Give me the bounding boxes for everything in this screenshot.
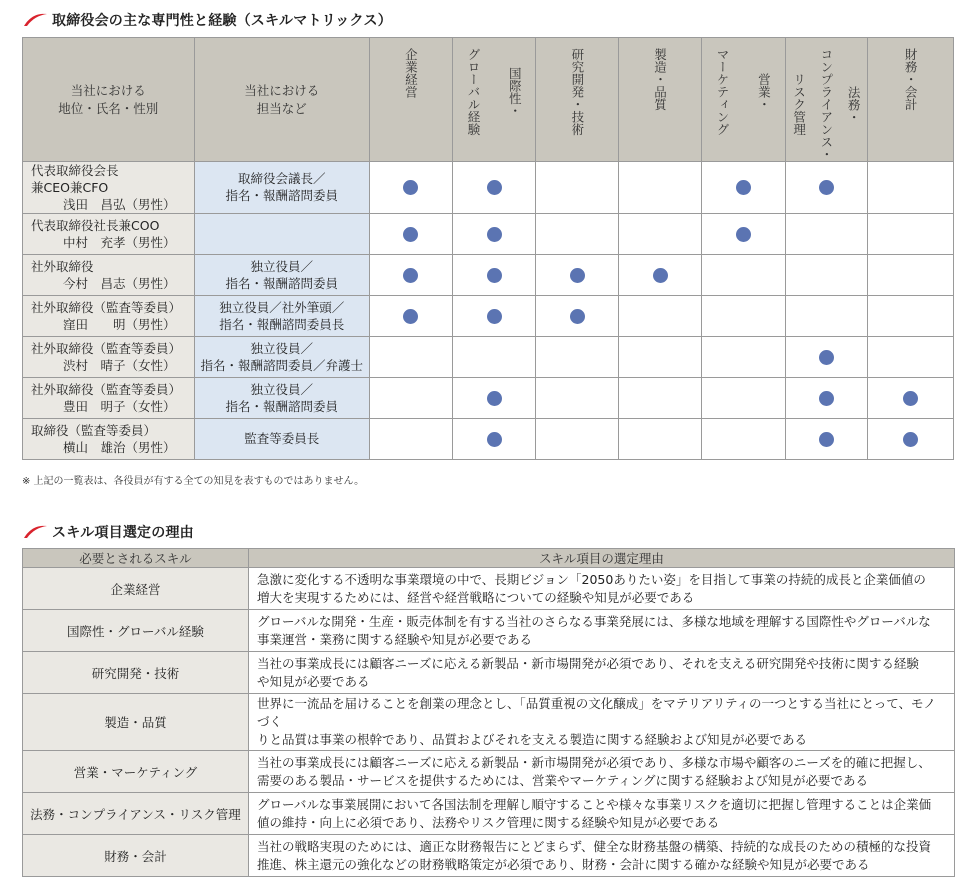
director-position-name [23, 295, 195, 336]
header-skill-text: リスク管理 [791, 73, 807, 136]
reason-skill-name: 研究開発・技術 [23, 652, 249, 694]
director-name: 今村 昌志（男性） [63, 275, 176, 291]
skill-cell [452, 295, 536, 336]
skill-cell [619, 336, 702, 377]
skill-cell [785, 213, 868, 254]
skill-cell [868, 377, 954, 418]
director-row [23, 418, 954, 459]
director-position-name [23, 213, 195, 254]
skill-mark-dot-icon [487, 432, 502, 447]
director-position-name [23, 161, 195, 213]
skill-cell [536, 213, 619, 254]
director-position-name [23, 336, 195, 377]
reason-text [249, 835, 955, 877]
header-skill-text: グローバル経験 [465, 48, 481, 136]
header-skill-5 [701, 38, 785, 162]
reason-row [23, 568, 955, 610]
red-swoosh-icon [22, 524, 48, 540]
director-position: 社外取締役（監査等委員） [31, 381, 182, 397]
reason-row [23, 835, 955, 877]
skill-cell [536, 295, 619, 336]
skill-cell [619, 161, 702, 213]
header-skill-text: 営業・ [756, 73, 772, 111]
skill-cell [701, 418, 785, 459]
reason-skill-name: 企業経営 [23, 568, 249, 610]
director-position: 代表取締役会長 [31, 162, 119, 178]
skill-mark-dot-icon [487, 227, 502, 242]
role-line: 指名・報酬諮問委員 [225, 188, 339, 203]
director-row [23, 336, 954, 377]
reason-line: や知見が必要である [257, 673, 370, 689]
section-title-skill-reasons [22, 521, 194, 543]
skill-cell [452, 254, 536, 295]
role-line: 指名・報酬諮問委員／弁護士 [200, 357, 364, 373]
director-role [194, 336, 370, 377]
skill-cell [785, 254, 868, 295]
skill-mark-dot-icon [403, 268, 418, 283]
skill-mark-dot-icon [819, 391, 834, 406]
header-skill-text: 財務・会計 [903, 48, 919, 111]
header-selection-reason: スキル項目の選定理由 [249, 549, 955, 568]
reason-line: 増大を実現するためには、経営や経営戦略についての経験や知見が必要である [257, 589, 695, 605]
director-position-name [23, 254, 195, 295]
skill-cell [370, 336, 453, 377]
director-row [23, 377, 954, 418]
header-skill-text: 国際性・ [507, 66, 523, 117]
reason-line: 推進、株主還元の強化などの財務戦略策定が必須であり、財務・会計に関する確かな経験や知見が必要である [257, 856, 870, 872]
skill-cell [868, 336, 954, 377]
header-required-skill: 必要とされるスキル [23, 549, 249, 568]
skill-cell [619, 213, 702, 254]
skill-cell [785, 295, 868, 336]
director-row [23, 254, 954, 295]
header-skill-text: 企業経営 [403, 48, 419, 98]
header-line: 地位・氏名・性別 [58, 101, 159, 117]
skill-cell [785, 336, 868, 377]
skill-mark-dot-icon [403, 180, 418, 195]
reason-line: グローバルな開発・生産・販売体制を有する当社のさらなる事業発展には、多様な地域を理解する国際性やグローバルな [257, 613, 931, 629]
header-skill-text: 研究開発・技術 [569, 48, 585, 136]
skill-cell [536, 418, 619, 459]
skill-cell [619, 418, 702, 459]
role-line: 独立役員／ [250, 258, 314, 274]
director-name: 窪田 明（男性） [63, 316, 176, 332]
skill-cell [701, 336, 785, 377]
role-line: 指名・報酬諮問委員 [225, 398, 339, 414]
director-role [194, 377, 370, 418]
matrix-header-row [23, 38, 954, 162]
skill-cell [452, 161, 536, 213]
skill-cell [868, 254, 954, 295]
reason-line: 需要のある製品・サービスを提供するためには、営業やマーケティングに関する経験および知見が必要である [257, 772, 869, 788]
role-line: 独立役員／ [250, 340, 314, 356]
header-skill-1 [370, 38, 453, 162]
skill-cell [536, 254, 619, 295]
reason-text [249, 652, 955, 694]
skill-mark-dot-icon [403, 309, 418, 324]
reason-text [249, 610, 955, 652]
skill-mark-dot-icon [819, 180, 834, 195]
reason-text [249, 694, 955, 751]
reason-text [249, 793, 955, 835]
reason-line: 事業運営・業務に関する経験や知見が必要である [257, 631, 533, 647]
skill-cell [370, 213, 453, 254]
director-row [23, 161, 954, 213]
skill-cell [452, 336, 536, 377]
director-role [194, 254, 370, 295]
reason-line: 当社の事業成長には顧客ニーズに応える新製品・新市場開発が必須であり、それを支える研究開発や技術に関する経験 [257, 655, 919, 671]
skill-cell [370, 161, 453, 213]
skill-cell [452, 418, 536, 459]
skill-mark-dot-icon [903, 432, 918, 447]
role-line: 指名・報酬諮問委員長 [219, 316, 345, 332]
skill-cell [370, 254, 453, 295]
skill-cell [868, 418, 954, 459]
skill-mark-dot-icon [487, 309, 502, 324]
reason-row [23, 610, 955, 652]
header-skill-text: 製造・品質 [652, 48, 668, 111]
header-skill-text: 法務・ [846, 85, 862, 123]
section-title-text: スキル項目選定の理由 [52, 525, 194, 541]
skill-cell [785, 161, 868, 213]
skill-cell [452, 213, 536, 254]
header-skill-3 [536, 38, 619, 162]
reason-row [23, 652, 955, 694]
skill-cell [701, 161, 785, 213]
skill-cell [536, 336, 619, 377]
skill-cell [619, 295, 702, 336]
reason-line: 世界に一流品を届けることを創業の理念とし、「品質重視の文化醸成」をマテリアリティの一つとする当社にとって、モノづく [257, 696, 936, 729]
skill-cell [370, 418, 453, 459]
skill-mark-dot-icon [819, 350, 834, 365]
director-position-name [23, 418, 195, 459]
reason-text [249, 568, 955, 610]
matrix-footnote: ※ 上記の一覧表は、各役員が有する全ての知見を表すものではありません。 [22, 476, 365, 487]
skill-cell [452, 377, 536, 418]
director-position: 代表取締役社長兼COO [31, 217, 160, 233]
header-skill-4 [619, 38, 702, 162]
skill-cell [701, 377, 785, 418]
skill-mark-dot-icon [736, 227, 751, 242]
red-swoosh-icon [22, 12, 48, 28]
director-position: 社外取締役 [31, 258, 94, 274]
skill-mark-dot-icon [903, 391, 918, 406]
director-position: 社外取締役（監査等委員） [31, 340, 182, 356]
director-name: 浅田 昌弘（男性） [63, 196, 176, 212]
director-position: 兼CEO兼CFO [31, 179, 109, 195]
skill-cell [868, 295, 954, 336]
director-position: 取締役（監査等委員） [31, 422, 157, 438]
reason-line: 値の維持・向上に必須であり、法務やリスク管理に関する経験や知見が必要である [257, 814, 720, 830]
reason-skill-name: 製造・品質 [23, 694, 249, 751]
reason-line: 当社の事業成長には顧客ニーズに応える新製品・新市場開発が必須であり、多様な市場や顧客のニーズを的確に把握し、 [257, 754, 931, 770]
director-role [194, 295, 370, 336]
reasons-header-row [23, 549, 955, 568]
skill-cell [701, 213, 785, 254]
director-role [194, 161, 370, 213]
section-title-text: 取締役会の主な専門性と経験（スキルマトリックス） [52, 13, 392, 29]
skill-mark-dot-icon [570, 268, 585, 283]
director-role [194, 213, 370, 254]
director-position-name [23, 377, 195, 418]
header-line: 当社における [70, 83, 146, 99]
skill-cell [701, 295, 785, 336]
reason-text [249, 751, 955, 793]
skill-cell [619, 254, 702, 295]
director-row [23, 213, 954, 254]
reason-skill-name: 財務・会計 [23, 835, 249, 877]
skill-cell [701, 254, 785, 295]
skill-mark-dot-icon [487, 268, 502, 283]
skill-mark-dot-icon [570, 309, 585, 324]
director-role [194, 418, 370, 459]
header-skill-2 [452, 38, 536, 162]
skill-reasons-table [22, 548, 955, 877]
skill-cell [868, 161, 954, 213]
skill-mark-dot-icon [487, 391, 502, 406]
director-name: 豊田 明子（女性） [63, 398, 176, 414]
reason-row [23, 751, 955, 793]
header-skill-text: コンプライアンス・ [818, 48, 834, 161]
skill-cell [370, 377, 453, 418]
skill-cell [536, 161, 619, 213]
reason-line: 当社の戦略実現のためには、適正な財務報告にとどまらず、健全な財務基盤の構築、持続的な成長のための積極的な投資 [257, 838, 932, 854]
director-name: 渋村 晴子（女性） [63, 357, 176, 373]
reason-line: 急激に変化する不透明な事業環境の中で、長期ビジョン「2050ありたい姿」を目指して事業の持続的成長と企業価値の [257, 571, 926, 587]
header-skill-6 [785, 38, 868, 162]
skill-mark-dot-icon [403, 227, 418, 242]
director-name: 中村 充孝（男性） [63, 234, 176, 250]
reason-skill-name: 法務・コンプライアンス・リスク管理 [23, 793, 249, 835]
role-line: 独立役員／社外筆頭／ [219, 299, 345, 315]
skill-matrix-table [22, 37, 954, 460]
skill-mark-dot-icon [736, 180, 751, 195]
role-line: 独立役員／ [250, 381, 314, 397]
skill-mark-dot-icon [487, 180, 502, 195]
reason-line: りと品質は事業の根幹であり、品質およびそれを支える製造に関する経験および知見が必要である [257, 732, 808, 747]
role-line: 取締役会議長／ [238, 171, 326, 186]
header-line: 当社における [244, 83, 320, 99]
header-skill-text: マーケティング [715, 48, 731, 136]
reason-skill-name: 国際性・グローバル経験 [23, 610, 249, 652]
skill-mark-dot-icon [653, 268, 668, 283]
reason-skill-name: 営業・マーケティング [23, 751, 249, 793]
skill-cell [785, 418, 868, 459]
director-position: 社外取締役（監査等委員） [31, 299, 182, 315]
skill-cell [536, 377, 619, 418]
skill-cell [785, 377, 868, 418]
role-line: 監査等委員長 [244, 431, 320, 446]
section-title-skill-matrix [22, 9, 392, 31]
director-row [23, 295, 954, 336]
skill-cell [370, 295, 453, 336]
skill-cell [619, 377, 702, 418]
header-role [194, 38, 370, 162]
skill-mark-dot-icon [819, 432, 834, 447]
header-position-name [23, 38, 195, 162]
header-line: 担当など [256, 101, 307, 117]
director-name: 横山 雄治（男性） [63, 439, 176, 455]
reason-row [23, 694, 955, 751]
reason-line: グローバルな事業展開において各国法制を理解し順守することや様々な事業リスクを適切に把握し管理することは企業価 [257, 796, 932, 812]
header-skill-7 [868, 38, 954, 162]
role-line: 指名・報酬諮問委員 [225, 275, 339, 291]
skill-cell [868, 213, 954, 254]
reason-row [23, 793, 955, 835]
